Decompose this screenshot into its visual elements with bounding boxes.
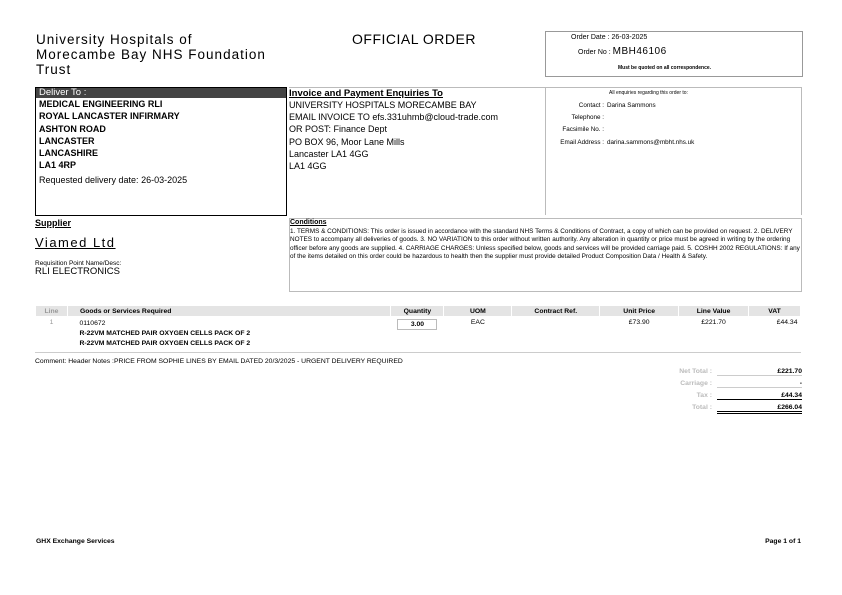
order-info-box <box>545 31 803 77</box>
conditions-box <box>289 218 802 292</box>
item-desc: R-22VM MATCHED PAIR OXYGEN CELLS PACK OF 2 <box>79 330 251 337</box>
enquiries-box <box>546 87 802 215</box>
carriage-value: - <box>717 380 802 388</box>
totals-block <box>645 368 803 416</box>
contact-label: Contact : <box>578 102 604 109</box>
carriage-row <box>645 380 803 392</box>
org-line: Trust <box>36 62 72 77</box>
grand-total-value: £266.04 <box>717 404 802 414</box>
address-line: LANCASHIRE <box>39 148 99 159</box>
order-date-label: Order Date : <box>571 34 610 41</box>
quote-note: Must be quoted on all correspondence. <box>618 65 712 71</box>
address-line: MEDICAL ENGINEERING RLI <box>39 99 163 109</box>
tax-row <box>645 392 803 404</box>
address-line: LANCASTER <box>39 135 95 146</box>
col-quantity: Quantity <box>391 306 444 317</box>
invoice-line: EMAIL INVOICE TO efs.331uhmb@cloud-trade.com <box>289 112 499 123</box>
col-contract-ref: Contract Ref. <box>512 306 600 317</box>
tax-value: £44.34 <box>717 392 802 400</box>
address-line: LA1 4RP <box>39 160 77 171</box>
address-line: ASHTON ROAD <box>39 123 106 134</box>
cell-quantity <box>391 317 444 350</box>
fax-label: Facsimile No. : <box>562 126 604 133</box>
supplier-heading: Supplier <box>35 218 72 228</box>
requisition-label: Requisition Point Name/Desc: <box>35 260 122 267</box>
invoice-box <box>289 87 546 215</box>
deliver-heading: Deliver To : <box>36 88 286 98</box>
document-title: OFFICIAL ORDER <box>352 31 476 47</box>
contact-value: Darina Sammons <box>607 102 656 109</box>
table-header-row <box>36 306 801 317</box>
requested-delivery-date: Requested delivery date: 26-03-2025 <box>39 174 188 185</box>
net-total-value: £221.70 <box>717 368 802 376</box>
cell-vat: £44.34 <box>776 319 798 326</box>
invoice-heading: Invoice and Payment Enquiries To <box>289 88 443 99</box>
org-line: Morecambe Bay NHS Foundation <box>36 47 266 62</box>
email-label: Email Address : <box>560 139 604 146</box>
telephone-label: Telephone : <box>571 114 604 121</box>
invoice-line: Lancaster LA1 4GG <box>289 148 369 159</box>
grand-total-label: Total : <box>692 404 712 411</box>
col-line: Line <box>36 306 68 317</box>
table-divider <box>35 352 801 353</box>
cell-line: 1 <box>49 319 54 326</box>
supplier-section <box>35 218 121 276</box>
email-value: darina.sammons@mbht.nhs.uk <box>607 139 695 146</box>
col-uom: UOM <box>444 306 512 317</box>
supplier-name: Viamed Ltd <box>35 235 116 250</box>
cell-uom: EAC <box>470 319 485 326</box>
conditions-text: 1. TERMS & CONDITIONS: This order is issued in accordance with the standard NHS Terms & Conditions of Contract, a copy of which can be provided on request. 2. DELIVERY NOTES to accompany all deliveries of goods. 3. NO VARIATION to this order without written authority. Any alteration in quantity or price must be agreed in writing by the ordering officer before any goods are supplied. 4. CARRIAGE CHARGES: Unless specified below, goods and services will be provided carriage paid. 5. COSHH 2002 REGULATIONS: If any of the items detailed on this order could be hazardous to health then the supplier must provide detailed Product Composition Data / Health & Safety. <box>290 227 800 261</box>
col-unit-price: Unit Price <box>600 306 679 317</box>
invoice-line: OR POST: Finance Dept <box>289 124 388 135</box>
requisition-value: RLI ELECTRONICS <box>35 266 120 277</box>
header-comment: Comment: Header Notes :PRICE FROM SOPHIE LINES BY EMAIL DATED 20/3/2025 - URGENT DELIVERY REQUIRED <box>35 358 403 365</box>
order-lines-table <box>35 305 801 349</box>
col-vat: VAT <box>749 306 801 317</box>
footer-left: GHX Exchange Services <box>36 538 115 545</box>
deliver-address <box>36 98 286 172</box>
carriage-label: Carriage : <box>680 380 712 387</box>
cell-unit-price: £73.90 <box>628 319 650 326</box>
quantity-value: 3.00 <box>397 319 437 330</box>
invoice-line: UNIVERSITY HOSPITALS MORECAMBE BAY <box>289 100 477 110</box>
item-code: 0110672 <box>79 320 106 327</box>
cell-contract-ref <box>512 317 600 350</box>
table-row <box>36 317 801 350</box>
deliver-to-box <box>35 87 287 216</box>
col-line-value: Line Value <box>679 306 749 317</box>
item-desc: R-22VM MATCHED PAIR OXYGEN CELLS PACK OF 2 <box>79 340 251 347</box>
invoice-line: LA1 4GG <box>289 161 327 172</box>
page-number: Page 1 of 1 <box>765 538 801 545</box>
net-total-label: Net Total : <box>679 368 712 375</box>
invoice-line: PO BOX 96, Moor Lane Mills <box>289 136 405 147</box>
grand-total-row <box>645 404 803 416</box>
conditions-heading: Conditions <box>290 219 327 226</box>
net-total-row <box>645 368 803 380</box>
order-number <box>578 46 667 57</box>
tax-label: Tax : <box>696 392 712 399</box>
cell-goods <box>67 317 390 350</box>
cell-line-value: £221.70 <box>701 319 726 326</box>
org-line: University Hospitals of <box>36 32 193 47</box>
order-date <box>571 34 647 41</box>
order-date-value: 26-03-2025 <box>611 34 648 41</box>
col-goods: Goods or Services Required <box>67 306 390 317</box>
order-number-label: Order No : <box>578 49 611 56</box>
address-line: ROYAL LANCASTER INFIRMARY <box>39 111 180 122</box>
order-number-value: MBH46106 <box>612 46 667 57</box>
organisation-name <box>36 32 336 77</box>
enquiries-heading: All enquiries regarding this order to: <box>609 90 688 96</box>
